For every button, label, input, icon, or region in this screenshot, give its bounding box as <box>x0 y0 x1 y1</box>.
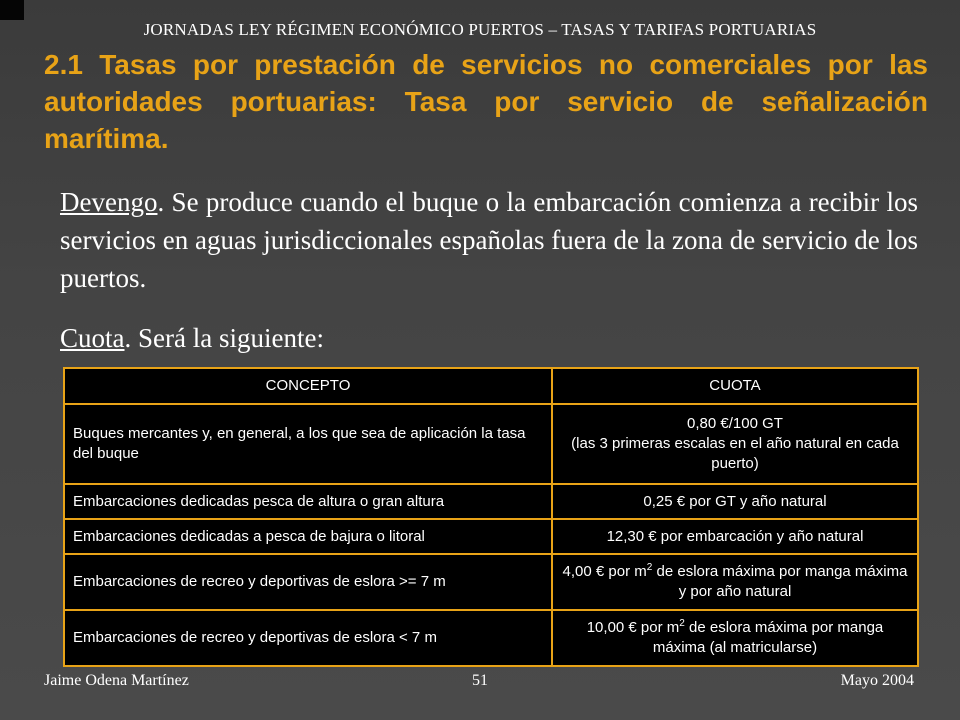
devengo-label: Devengo <box>60 187 158 217</box>
slide-title: 2.1 Tasas por prestación de servicios no comerciales por las autoridades portuarias: Tasa por servicio de señalización marítima. <box>44 49 928 154</box>
concepto-cell: Embarcaciones de recreo y deportivas de eslora < 7 m <box>64 610 552 666</box>
footer-page-number: 51 <box>472 672 488 689</box>
footer-author: Jaime Odena Martínez <box>44 672 189 689</box>
table-header-row <box>64 368 918 404</box>
cuota-text: de eslora máxima por manga máxima y por año natural <box>652 563 908 600</box>
fees-table <box>63 367 919 667</box>
cuota-text: 4,00 € por m <box>562 563 647 580</box>
cuota-cell <box>552 610 918 666</box>
concepto-cell: Embarcaciones de recreo y deportivas de eslora >= 7 m <box>64 554 552 610</box>
cuota-line: 0,80 €/100 GT <box>687 415 783 432</box>
cuota-text: 10,00 € por m <box>586 619 680 636</box>
devengo-paragraph <box>60 183 918 297</box>
superscript: 2 <box>679 618 685 629</box>
cuota-cell: 0,25 € por GT y año natural <box>552 484 918 519</box>
header-cuota: CUOTA <box>552 368 918 404</box>
cuota-text: . Será la siguiente: <box>124 323 324 353</box>
cuota-line: (las 3 primeras escalas en el año natural en cada puerto) <box>571 435 899 472</box>
table-row <box>64 484 918 519</box>
corner-decoration <box>0 0 24 20</box>
cuota-cell <box>552 404 918 484</box>
cuota-cell <box>552 554 918 610</box>
devengo-text: . Se produce cuando el buque o la embarcación comienza a recibir los servicios en aguas jurisdiccionales españolas fuera de la zona de servicio de los puertos. <box>60 187 918 293</box>
footer-date: Mayo 2004 <box>840 672 914 689</box>
cuota-label: Cuota <box>60 323 125 353</box>
table-row <box>64 404 918 484</box>
concepto-cell: Embarcaciones dedicadas pesca de altura o gran altura <box>64 484 552 519</box>
table-row <box>64 554 918 610</box>
header-concepto: CONCEPTO <box>64 368 552 404</box>
concepto-cell: Embarcaciones dedicadas a pesca de bajura o litoral <box>64 519 552 554</box>
table-row <box>64 610 918 666</box>
cuota-paragraph <box>60 319 918 357</box>
superscript: 2 <box>646 562 653 573</box>
concepto-cell: Buques mercantes y, en general, a los que sea de aplicación la tasa del buque <box>64 404 552 484</box>
cuota-text: de eslora máxima por manga máxima (al matricularse) <box>652 619 884 656</box>
table-row <box>64 519 918 554</box>
cuota-cell: 12,30 € por embarcación y año natural <box>552 519 918 554</box>
presentation-header: JORNADAS LEY RÉGIMEN ECONÓMICO PUERTOS – TASAS Y TARIFAS PORTUARIAS <box>143 20 817 39</box>
